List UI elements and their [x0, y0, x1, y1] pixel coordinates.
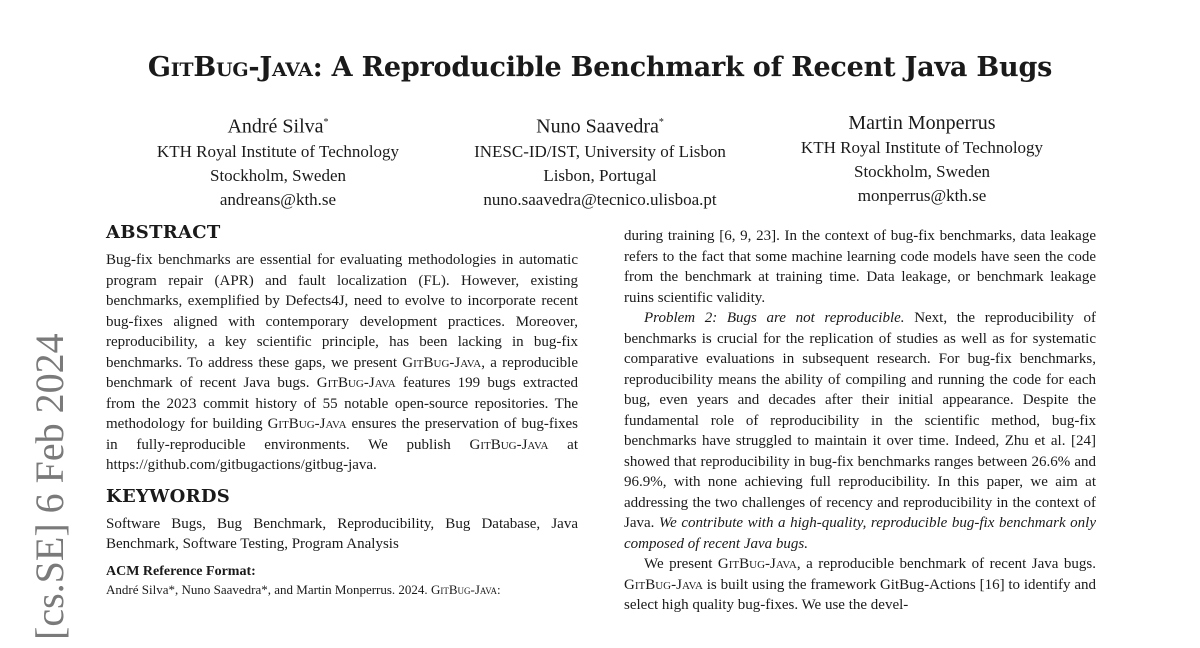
- left-column: [106, 222, 578, 599]
- author-affiliation: KTH Royal Institute of Technology: [156, 141, 400, 161]
- title-benchmark-name: GitBug-Java: [147, 52, 313, 83]
- author-name: André Silva: [227, 115, 324, 138]
- problem-2-lead: Problem 2: Bugs are not reproducible.: [644, 310, 905, 326]
- equal-contribution-mark: *: [658, 117, 664, 128]
- author-1: [118, 110, 438, 212]
- equal-contribution-mark: *: [323, 117, 329, 128]
- author-affiliation: INESC-ID/IST, University of Lisbon: [474, 141, 726, 161]
- author-name: Nuno Saavedra: [536, 115, 659, 138]
- author-email: nuno.saavedra@tecnico.ulisboa.pt: [483, 189, 717, 209]
- author-location: Stockholm, Sweden: [210, 165, 346, 185]
- paper-title: [0, 52, 1200, 83]
- author-email: andreans@kth.se: [219, 189, 337, 209]
- author-location: Stockholm, Sweden: [854, 162, 990, 181]
- acm-reference-heading: ACM Reference Format:: [106, 563, 256, 579]
- abstract-heading: ABSTRACT: [106, 222, 221, 243]
- author-affiliation: KTH Royal Institute of Technology: [800, 138, 1044, 157]
- author-2: [440, 110, 760, 212]
- abstract-text: Bug-fix benchmarks are essential for evaluating methodologies in automatic program repair (APR) and fault localization (FL). However, existing benchmarks, exemplified by Defects4J, need to evolve to incorporate recent bug-fixes aligned with contemporary development practices. Moreover, reproducibility, a key scientific principle, has been lacking in bug-fix benchmarks. To address these gaps, we present GitBug-Java, a reproducible benchmark of recent Java bugs. GitBug-Java features 199 bugs extracted from the 2023 commit history of 55 notable open-source repositories. The methodology for building GitBug-Java ensures the preservation of bug-fixes in fully-reproducible environments. We publish GitBug-Java at https://github.com/gitbugactions/gitbug-java.: [106, 252, 578, 473]
- paragraph-problem-2: Problem 2: Bugs are not reproducible. Next, the reproducibility of benchmarks is crucial for the replication of studies as well as for systematic comparative evaluations in subsequent research. For bug-fix benchmarks, reproducibility means the ability of compiling and running the code for each bug, even years and decades after their initial appearance. Despite the fundamental role of reproducibility in the scientific method, bug-fix benchmarks have struggled to maintain it over time. Indeed, Zhu et al. [24] showed that reproducibility in bug-fix benchmarks ranges between 26.6% and 96.9%, with none achieving full reproducibility. In this paper, we aim at addressing the two challenges of recency and reproducibility in the context of Java. We contribute with a high-quality, reproducible bug-fix benchmark only composed of recent Java bugs.: [624, 310, 1097, 552]
- paragraph-data-leakage: during training [6, 9, 23]. In the context of bug-fix benchmarks, data leakage refers to the fact that some machine learning code models have seen the code from the benchmark at training time. Data leakage, or benchmark leakage ruins scientific validity.: [624, 228, 1096, 306]
- author-email: monperrus@kth.se: [857, 186, 987, 205]
- author-location: Lisbon, Portugal: [543, 165, 657, 185]
- title-rest: : A Reproducible Benchmark of Recent Java Bugs: [312, 52, 1053, 83]
- arxiv-side-stamp: [cs.SE] 6 Feb 2024: [27, 333, 72, 640]
- right-column: [624, 226, 1096, 616]
- acm-reference-text: André Silva*, Nuno Saavedra*, and Martin Monperrus. 2024. GitBug-Java:: [106, 581, 501, 597]
- keywords-text: Software Bugs, Bug Benchmark, Reproducibility, Bug Database, Java Benchmark, Software Testing, Program Analysis: [106, 515, 578, 552]
- contribution-statement: We contribute with a high-quality, reproducible bug-fix benchmark only composed of recent Java bugs.: [624, 515, 1097, 552]
- author-name: Martin Monperrus: [848, 112, 996, 134]
- paragraph-we-present: We present GitBug-Java, a reproducible benchmark of recent Java bugs. GitBug-Java is built using the framework GitBug-Actions [16] to identify and select high quality bug-fixes. We use the devel-: [624, 556, 1096, 613]
- keywords-heading: KEYWORDS: [106, 485, 231, 507]
- author-3: [762, 110, 1082, 208]
